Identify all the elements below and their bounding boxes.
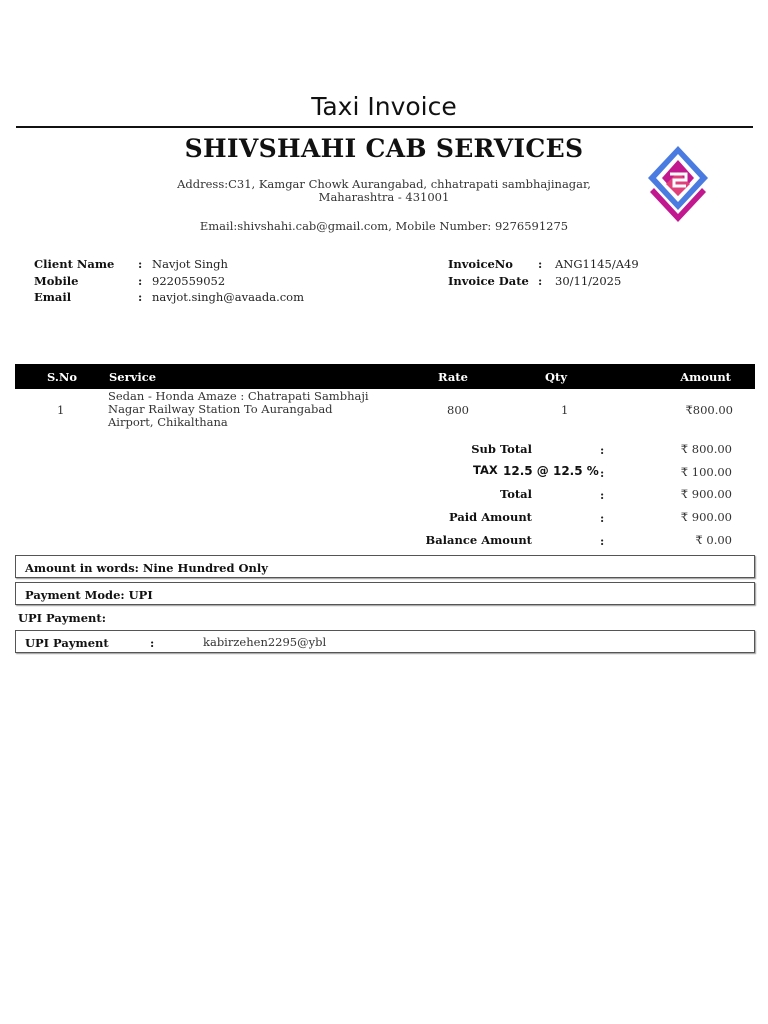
invoice-number-value: ANG1145/A49: [555, 257, 639, 271]
client-mobile-value: 9220559052: [152, 273, 226, 288]
separator: :: [538, 273, 543, 288]
header-qty: Qty: [545, 370, 568, 384]
client-email-value: navjot.singh@avaada.com: [152, 290, 304, 304]
row-qty: 1: [561, 403, 569, 417]
upi-payment-heading: UPI Payment:: [18, 611, 106, 625]
invoice-details: [448, 256, 639, 289]
balance-amount-value: ₹ 0.00: [695, 533, 732, 547]
upi-id-value: kabirzehen2295@ybl: [203, 635, 327, 649]
company-address: [160, 178, 608, 204]
client-name-label: Client Name: [34, 257, 115, 271]
payment-mode: Payment Mode: UPI: [25, 588, 153, 602]
header-rate: Rate: [438, 370, 468, 384]
client-mobile-row: [34, 273, 304, 290]
paid-amount-value: ₹ 900.00: [680, 510, 732, 524]
client-email-label: Email: [34, 290, 72, 304]
invoice-date-label: Invoice Date: [448, 273, 529, 288]
tax-value: ₹ 100.00: [680, 465, 732, 479]
amount-in-words-box: [15, 555, 755, 578]
tax-detail: 12.5 @ 12.5 %: [503, 464, 599, 478]
company-contact: Email:shivshahi.cab@gmail.com, Mobile Number: 9276591275: [199, 219, 569, 233]
client-details: [34, 256, 304, 306]
table-row: [15, 390, 755, 434]
separator: :: [538, 257, 543, 271]
address-line-1: Address:C31, Kamgar Chowk Aurangabad, chhatrapati sambhajinagar,: [177, 177, 591, 191]
header-service: Service: [109, 370, 157, 384]
separator: :: [600, 466, 605, 480]
separator: :: [600, 488, 605, 502]
service-line-2: Nagar Railway Station To Aurangabad: [108, 402, 333, 416]
invoice-title: Taxi Invoice: [311, 92, 457, 121]
balance-amount-label: Balance Amount: [425, 533, 532, 547]
subtotal-value: ₹ 800.00: [680, 442, 732, 456]
upi-payment-label: UPI Payment: [25, 636, 109, 650]
paid-amount-label: Paid Amount: [449, 510, 532, 524]
row-rate: 800: [447, 403, 469, 417]
table-header: [15, 364, 755, 389]
company-logo-icon: [646, 144, 710, 224]
header-sno: S.No: [47, 370, 78, 384]
amount-in-words: Amount in words: Nine Hundred Only: [25, 561, 268, 575]
separator: :: [138, 257, 143, 271]
tax-label: TAX: [473, 463, 498, 477]
row-service: [108, 390, 398, 429]
invoice-number-label: InvoiceNo: [448, 257, 513, 271]
company-name: SHIVSHAHI CAB SERVICES: [184, 134, 584, 163]
client-mobile-label: Mobile: [34, 273, 79, 288]
separator: :: [150, 636, 155, 650]
client-name-row: [34, 256, 304, 273]
address-line-2: Maharashtra - 431001: [318, 190, 450, 204]
total-label: Total: [499, 487, 532, 501]
invoice-number-row: [448, 256, 639, 273]
separator: :: [600, 511, 605, 525]
row-amount: ₹800.00: [685, 403, 733, 417]
service-line-3: Airport, Chikalthana: [108, 415, 228, 429]
client-name-value: Navjot Singh: [152, 257, 228, 271]
subtotal-label: Sub Total: [471, 442, 532, 456]
service-line-1: Sedan - Honda Amaze : Chatrapati Sambhaji: [108, 389, 369, 403]
separator: :: [138, 290, 143, 304]
total-value: ₹ 900.00: [680, 487, 732, 501]
payment-mode-box: [15, 582, 755, 605]
separator: :: [600, 443, 605, 457]
upi-payment-box: [15, 630, 755, 653]
separator: :: [138, 273, 143, 288]
separator: :: [600, 534, 605, 548]
client-email-row: [34, 289, 304, 306]
header-amount: Amount: [680, 370, 731, 384]
invoice-date-value: 30/11/2025: [555, 273, 622, 288]
row-sno: 1: [57, 403, 65, 417]
invoice-date-row: [448, 273, 639, 290]
title-divider: [16, 126, 753, 128]
